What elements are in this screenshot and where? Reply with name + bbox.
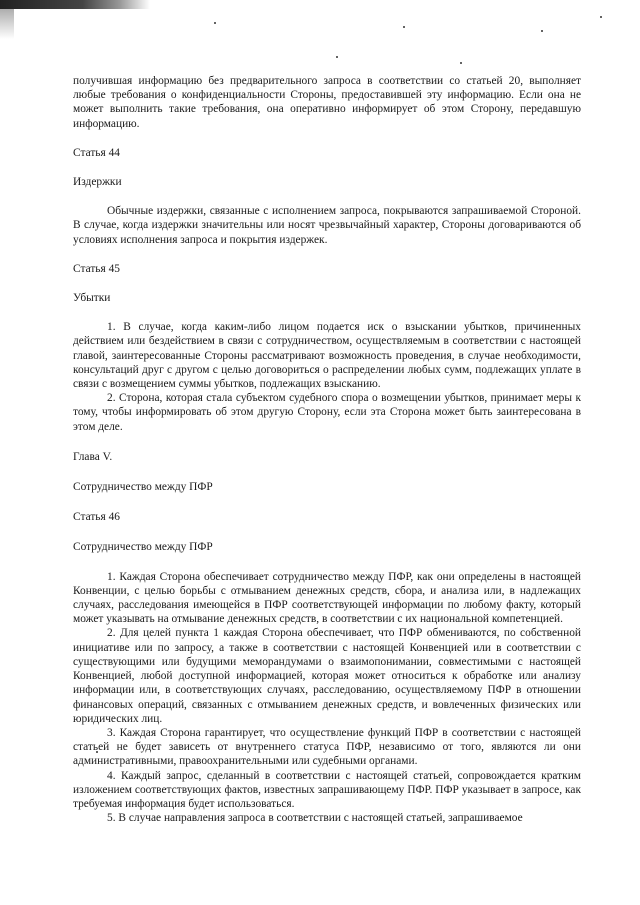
article-45-paragraph-1: 1. В случае, когда каким-либо лицом подается иск о взыскании убытков, причиненных действием или бездействием в связи с сотрудничеством, осуществляемым в соответствии с настоящей главой, заинтересованные Стороны рассматривают возможность проведения, в случае необходимости, консультаций друг с другом с целью договориться о распределении любых сумм, подлежащих уплате в связи с возмещением суммы убытков, подлежащих взысканию.: [73, 321, 581, 391]
article-46-title: Сотрудничество между ПФР: [73, 541, 213, 554]
article-44-number: Статья 44: [73, 146, 120, 159]
scan-speck: [403, 26, 405, 28]
scan-speck: [460, 62, 462, 64]
article-45-paragraph-2: 2. Сторона, которая стала субъектом судебного спора о возмещении убытков, принимает меры к тому, чтобы информировать об этом другую Сторону, если эта Сторона может быть заинтересована в этом деле.: [73, 392, 581, 433]
article-45-number: Статья 45: [73, 262, 120, 275]
article-44-title: Издержки: [73, 176, 122, 189]
article-46-number: Статья 46: [73, 511, 120, 524]
article-45-title: Убытки: [73, 292, 111, 305]
article-46-paragraph-5: 5. В случае направления запроса в соответствии с настоящей статьей, запрашиваемое: [107, 812, 523, 825]
chapter-title: Сотрудничество между ПФР: [73, 481, 213, 494]
article-46-paragraph-3: 3. Каждая Сторона гарантирует, что осуществление функций ПФР в соответствии с настоящей статьей не будет зависеть от внутреннего статуса ПФР, независимо от того, являются ли они административными, правоохранительными или судебными органами.: [73, 726, 581, 768]
chapter-number: Глава V.: [73, 450, 113, 463]
scan-artifact-bar: [0, 0, 150, 9]
article-46-paragraph-2: 2. Для целей пункта 1 каждая Сторона обеспечивает, что ПФР обмениваются, по собственной инициативе или по запросу, а также в соответствии с настоящей Конвенцией или в соответствии с существующими или будущими меморандумами о взаимопонимании, совместимыми с настоящей Конвенцией, любой доступной информацией, которая может относиться к обработке или анализу информации или, в соответствующих случаях, расследованию, осуществляемому ПФР в отношении финансовых операций, связанных с отмыванием денежных средств, и вовлеченных физических или юридических лиц.: [73, 627, 581, 725]
article-44-text: Обычные издержки, связанные с исполнением запроса, покрываются запрашиваемой Стороной. В случае, когда издержки значительны или носят чрезвычайный характер, Стороны договариваются об условиях исполнения запроса и покрытия издержек.: [73, 205, 581, 246]
continuation-paragraph: получившая информацию без предварительного запроса в соответствии со статьей 20, выполняет любые требования о конфиденциальности Стороны, предоставившей эту информацию. Если она не может выполнить такие требования, она оперативно информирует об этом Сторону, передавшую информацию.: [73, 75, 581, 130]
scan-speck: [214, 22, 216, 24]
scan-artifact-edge: [0, 9, 14, 39]
scan-speck: [600, 16, 602, 18]
scan-speck: [541, 30, 543, 32]
document-page: [73, 74, 581, 825]
scan-speck: [336, 56, 338, 58]
article-46-paragraph-4: 4. Каждый запрос, сделанный в соответствии с настоящей статьей, сопровождается кратким изложением соответствующих фактов, известных запрашивающему ПФР. ПФР указывает в запросе, как требуемая информация будет использоваться.: [73, 769, 581, 810]
article-46-paragraph-1: 1. Каждая Сторона обеспечивает сотрудничество между ПФР, как они определены в настоящей Конвенции, с целью борьбы с отмыванием денежных средств, сбора, и анализа или, в надлежащих случаях, расследования имеющейся в ПФР соответствующей информации по любому факту, который может указывать на отмывание денежных средств, в соответствии с их национальной компетенцией.: [73, 570, 581, 626]
